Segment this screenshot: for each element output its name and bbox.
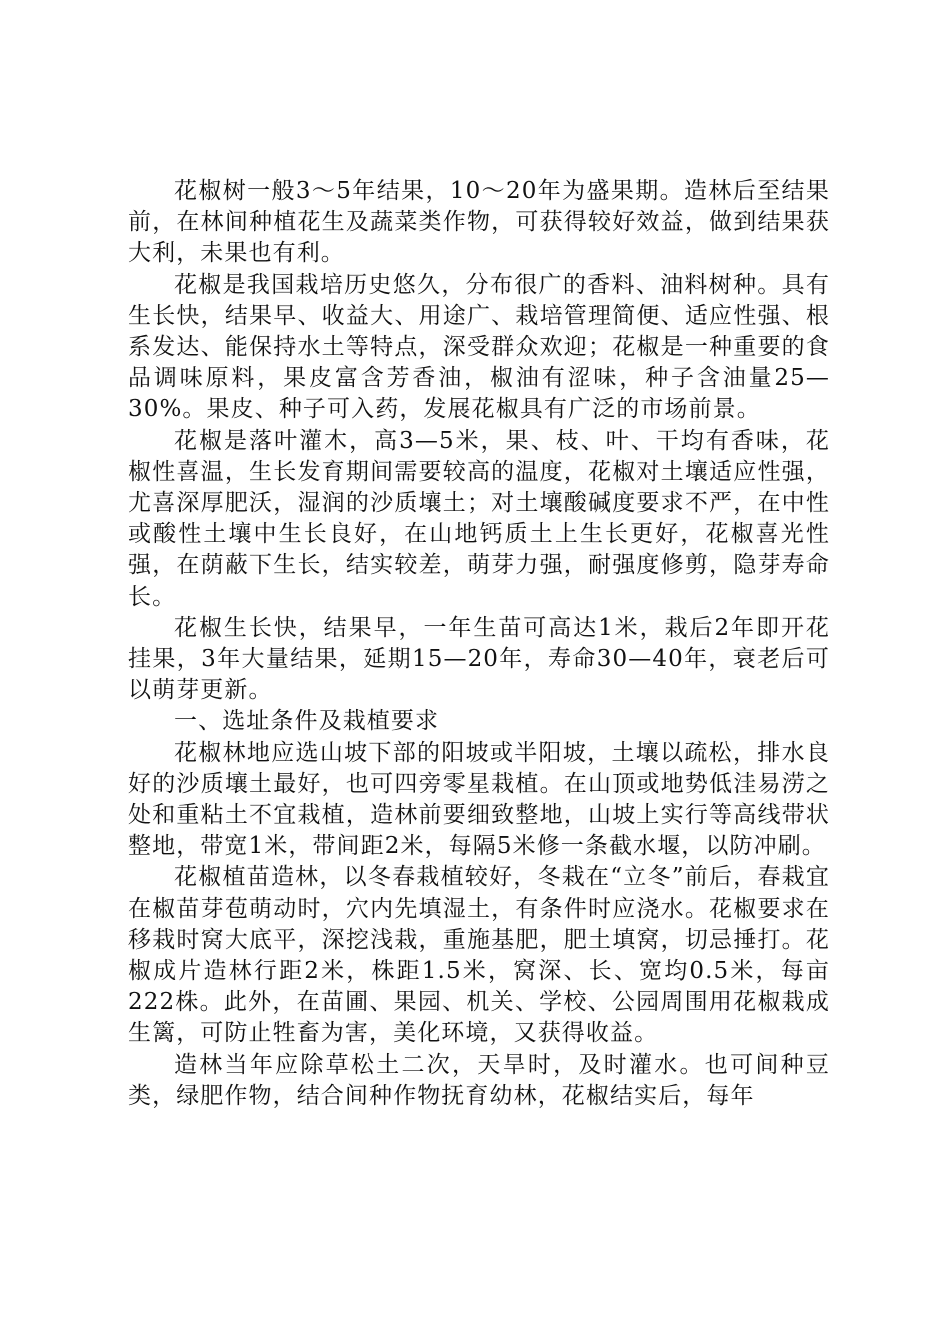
paragraph-maintenance: 造林当年应除草松土二次，天旱时，及时灌水。也可间种豆类，绿肥作物，结合间种作物抚育幼林，花椒结实后，每年 [128,1051,830,1109]
paragraph-introduction: 花椒是我国栽培历史悠久，分布很广的香料、油料树种。具有生长快，结果早、收益大、用途广、栽培管理简便、适应性强、根系发达、能保持水土等特点，深受群众欢迎；花椒是一种重要的食品调味原料，果皮富含芳香油，椒油有涩味，种子含油量25—30%。果皮、种子可入药，发展花椒具有广泛的市场前景。 [128,271,830,423]
document-body [128,176,830,1112]
paragraph-growth: 花椒生长快，结果早，一年生苗可高达1米，栽后2年即开花挂果，3年大量结果，延期15—20年，寿命30—40年，衰老后可以萌芽更新。 [128,614,830,704]
section-heading-site-selection: 一、选址条件及栽植要求 [174,708,440,735]
paragraph-characteristics: 花椒是落叶灌木，高3—5米，果、枝、叶、干均有香味，花椒性喜温，生长发育期间需要较高的温度，花椒对土壤适应性强，尤喜深厚肥沃，湿润的沙质壤土；对土壤酸碱度要求不严，在中性或酸性土壤中生长良好，在山地钙质土上生长更好，花椒喜光性强，在荫蔽下生长，结实较差，萌芽力强，耐强度修剪，隐芽寿命长。 [128,427,830,610]
paragraph-site-selection: 花椒林地应选山坡下部的阳坡或半阳坡，土壤以疏松，排水良好的沙质壤土最好，也可四旁零星栽植。在山顶或地势低洼易涝之处和重粘土不宜栽植，造林前要细致整地，山坡上实行等高线带状整地，带宽1米，带间距2米，每隔5米修一条截水堰，以防冲刷。 [128,739,830,860]
paragraph-fruiting-period: 花椒树一般3～5年结果，10～20年为盛果期。造林后至结果前，在林间种植花生及蔬菜类作物，可获得较好效益，做到结果获大利，未果也有利。 [128,178,830,267]
paragraph-planting: 花椒植苗造林，以冬春栽植较好，冬栽在“立冬”前后，春栽宜在椒苗芽苞萌动时，穴内先填湿土，有条件时应浇水。花椒要求在移栽时窝大底平，深挖浅栽，重施基肥，肥土填窝，切忌捶打。花椒成片造林行距2米，株距1.5米，窝深、长、宽均0.5米，每亩222株。此外，在苗圃、果园、机关、学校、公园周围用花椒栽成生篱，可防止牲畜为害，美化环境，又获得收益。 [128,864,830,1047]
